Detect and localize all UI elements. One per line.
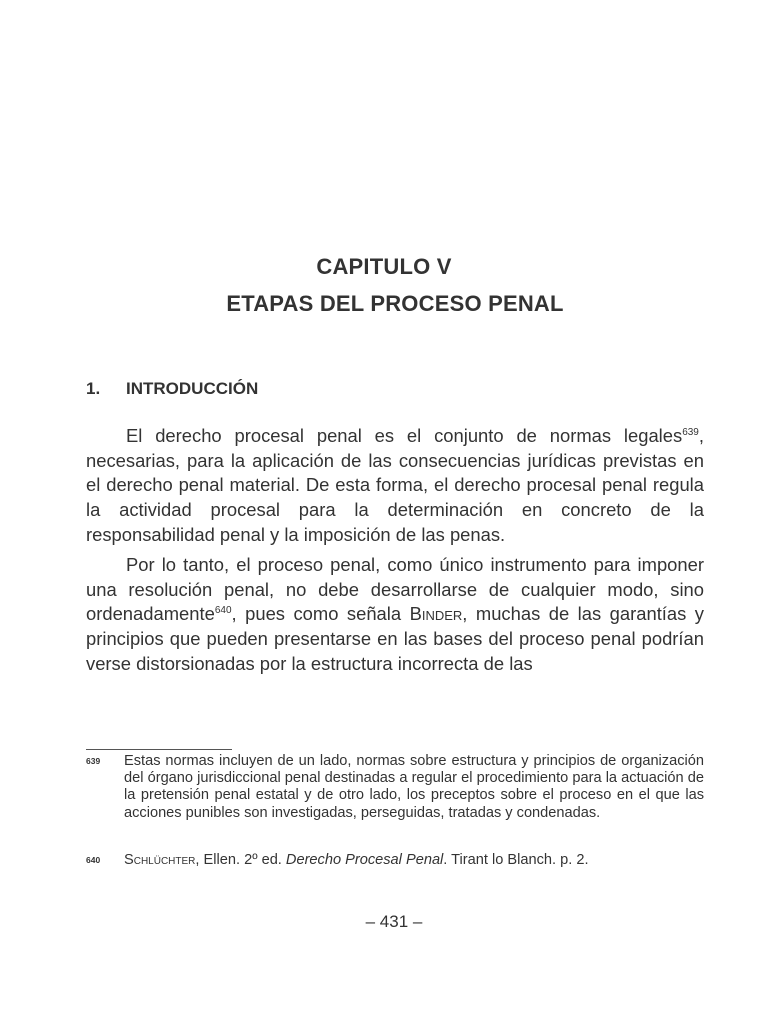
section-heading xyxy=(86,379,258,399)
paragraph-1 xyxy=(86,424,704,548)
footnote-number: 640 xyxy=(86,855,101,865)
paragraph-2-text-b: , pues como señala xyxy=(231,603,410,625)
footnote-639 xyxy=(86,753,704,822)
footnote-640 xyxy=(86,852,704,869)
section-number: 1. xyxy=(86,379,101,398)
footnote-ref-640: 640 xyxy=(214,605,232,617)
paragraph-1-text-a: El derecho procesal penal es el conjunto de normas legales xyxy=(126,425,683,446)
footnote-divider xyxy=(86,749,232,750)
paragraph-2 xyxy=(86,553,704,677)
paragraph-2-text-a: Por lo tanto, el proceso penal, como único instrumento para imponer una resolución penal, no debe desarrollarse de cualquier modo, sino ordenadamente xyxy=(86,554,704,625)
section-title: INTRODUCCIÓN xyxy=(126,379,259,398)
author-binder: Binder xyxy=(409,603,463,625)
page-number: – 431 – xyxy=(365,912,423,931)
footnote-text: Estas normas incluyen de un lado, normas sobre estructura y principios de organización del órgano jurisdiccional penal destinadas a regular el procedimiento para la actuación de la pretensión penal estatal y de otro lado, los preceptos sobre el proceso en el que las acciones punibles son investigadas, perseguidas, tratadas y condenadas. xyxy=(124,753,704,821)
footnote-text xyxy=(124,852,704,869)
footnote-work-title: Derecho Procesal Penal xyxy=(285,852,444,868)
chapter-subtitle: ETAPAS DEL PROCESO PENAL xyxy=(226,291,564,316)
chapter-title: CAPITULO V xyxy=(316,254,452,279)
footnote-number: 639 xyxy=(86,756,101,766)
footnote-ref-639: 639 xyxy=(682,426,699,438)
footnote-text-b: . Tirant lo Blanch. p. 2. xyxy=(443,852,589,868)
footnote-author: Schlüchter xyxy=(124,852,196,868)
paragraph-1-text-b: , necesarias, para la aplicación de las consecuencias jurídicas previstas en el derecho penal material. De esta forma, el derecho procesal penal regula la actividad procesal para la determinación en concreto de la responsabilidad penal y la imposición de las penas. xyxy=(86,425,704,545)
footnote-text-a: , Ellen. 2º ed. xyxy=(195,852,286,868)
paragraph-2-text-c: , muchas de las garantías y principios que pueden presentarse en las bases del proceso penal podrían verse distorsionadas por la estructura incorrecta de las xyxy=(86,603,705,674)
